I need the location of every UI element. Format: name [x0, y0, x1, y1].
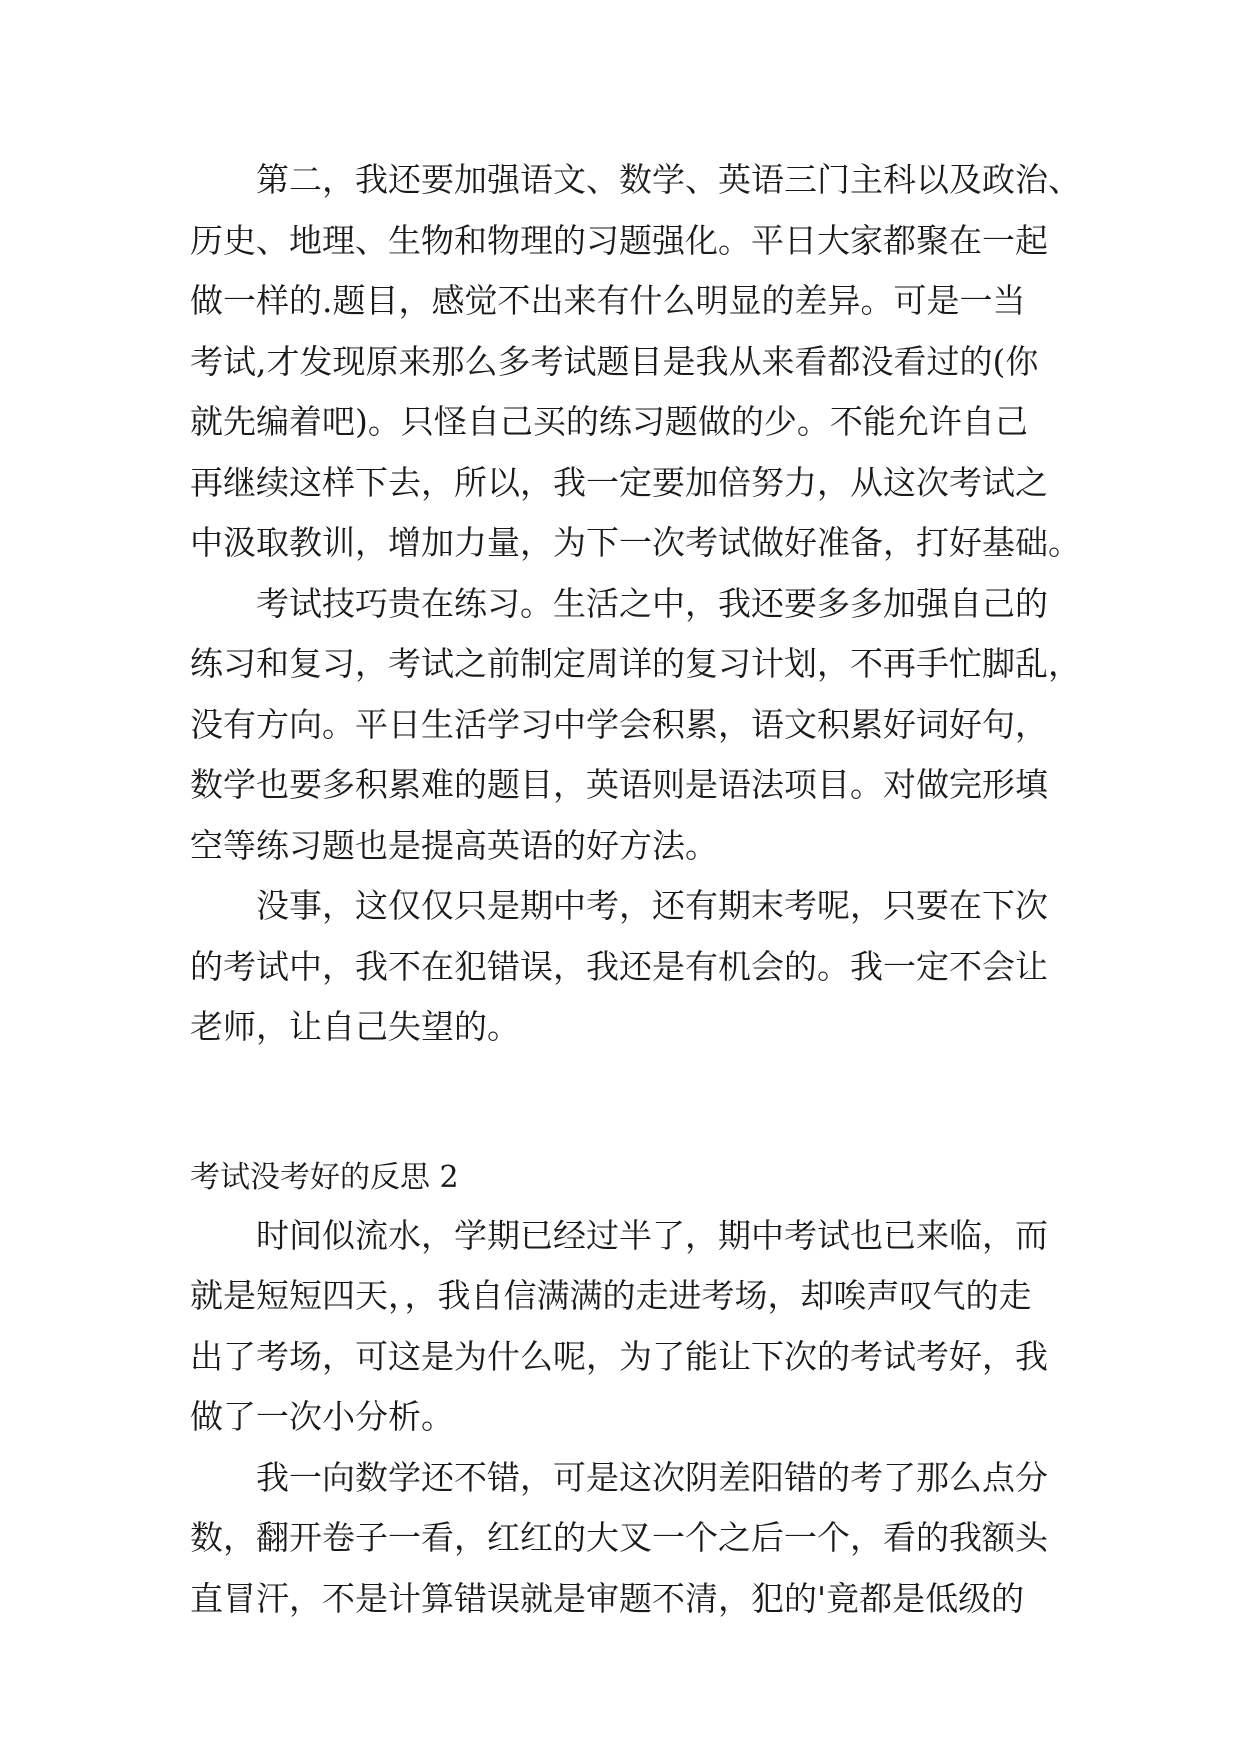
text-line: 我一向数学还不错，可是这次阴差阳错的考了那么点分 [256, 1457, 1048, 1497]
text-line: 没有方向。平日生活学习中学会积累，语文积累好词好句， [190, 704, 1048, 744]
paragraph [190, 150, 1081, 574]
text-line: 的考试中，我不在犯错误，我还是有机会的。我一定不会让 [190, 946, 1048, 986]
paragraph [190, 1448, 1060, 1630]
text-line: 第二，我还要加强语文、数学、英语三门主科以及政治、 [256, 160, 1081, 199]
text-line: 再继续这样下去，所以，我一定要加倍努力，从这次考试之 [190, 462, 1048, 502]
section-title: 考试没考好的反思 2 [190, 1159, 459, 1195]
text-line: 做了一次小分析。 [190, 1397, 454, 1436]
text-line: 时间似流水，学期已经过半了，期中考试也已来临，而 [256, 1215, 1048, 1255]
paragraph [190, 574, 1081, 877]
text-line: 就是短短四天，，我自信满满的走进考场，却唉声叹气的走 [190, 1276, 1032, 1315]
text-line: 老师，让自己失望的。 [190, 1007, 520, 1046]
text-line: 出了考场，可这是为什么呢，为了能让下次的考试考好，我 [190, 1336, 1048, 1376]
text-line: 空等练习题也是提高英语的好方法。 [190, 825, 718, 865]
text-line: 数学也要多积累难的题目，英语则是语法项目。对做完形填 [190, 765, 1048, 804]
paragraph [190, 1206, 1060, 1448]
text-line: 考试技巧贵在练习。生活之中，我还要多多加强自己的 [256, 583, 1048, 623]
text-line: 没事，这仅仅只是期中考，还有期末考呢，只要在下次 [256, 886, 1048, 925]
text-line: 就先编着吧)。只怪自己买的练习题做的少。不能允许自己 [190, 402, 1028, 441]
text-line: 中汲取教训，增加力量，为下一次考试做好准备，打好基础。 [190, 523, 1081, 562]
paragraph [190, 876, 1060, 1058]
document-body [190, 150, 1081, 1629]
text-line: 数，翻开卷子一看，红红的大叉一个之后一个，看的我额头 [190, 1518, 1048, 1557]
section-gap [190, 1058, 1060, 1150]
text-line: 练习和复习，考试之前制定周详的复习计划，不再手忙脚乱， [190, 644, 1081, 683]
text-line: 做一样的.题目，感觉不出来有什么明显的差异。可是一当 [190, 281, 1026, 320]
text-line: 历史、地理、生物和物理的习题强化。平日大家都聚在一起 [190, 220, 1048, 260]
text-line: 考试,才发现原来那么多考试题目是我从来看都没看过的(你 [190, 341, 1039, 381]
text-line: 直冒汗，不是计算错误就是审题不清，犯的'竟都是低级的 [190, 1578, 1025, 1618]
